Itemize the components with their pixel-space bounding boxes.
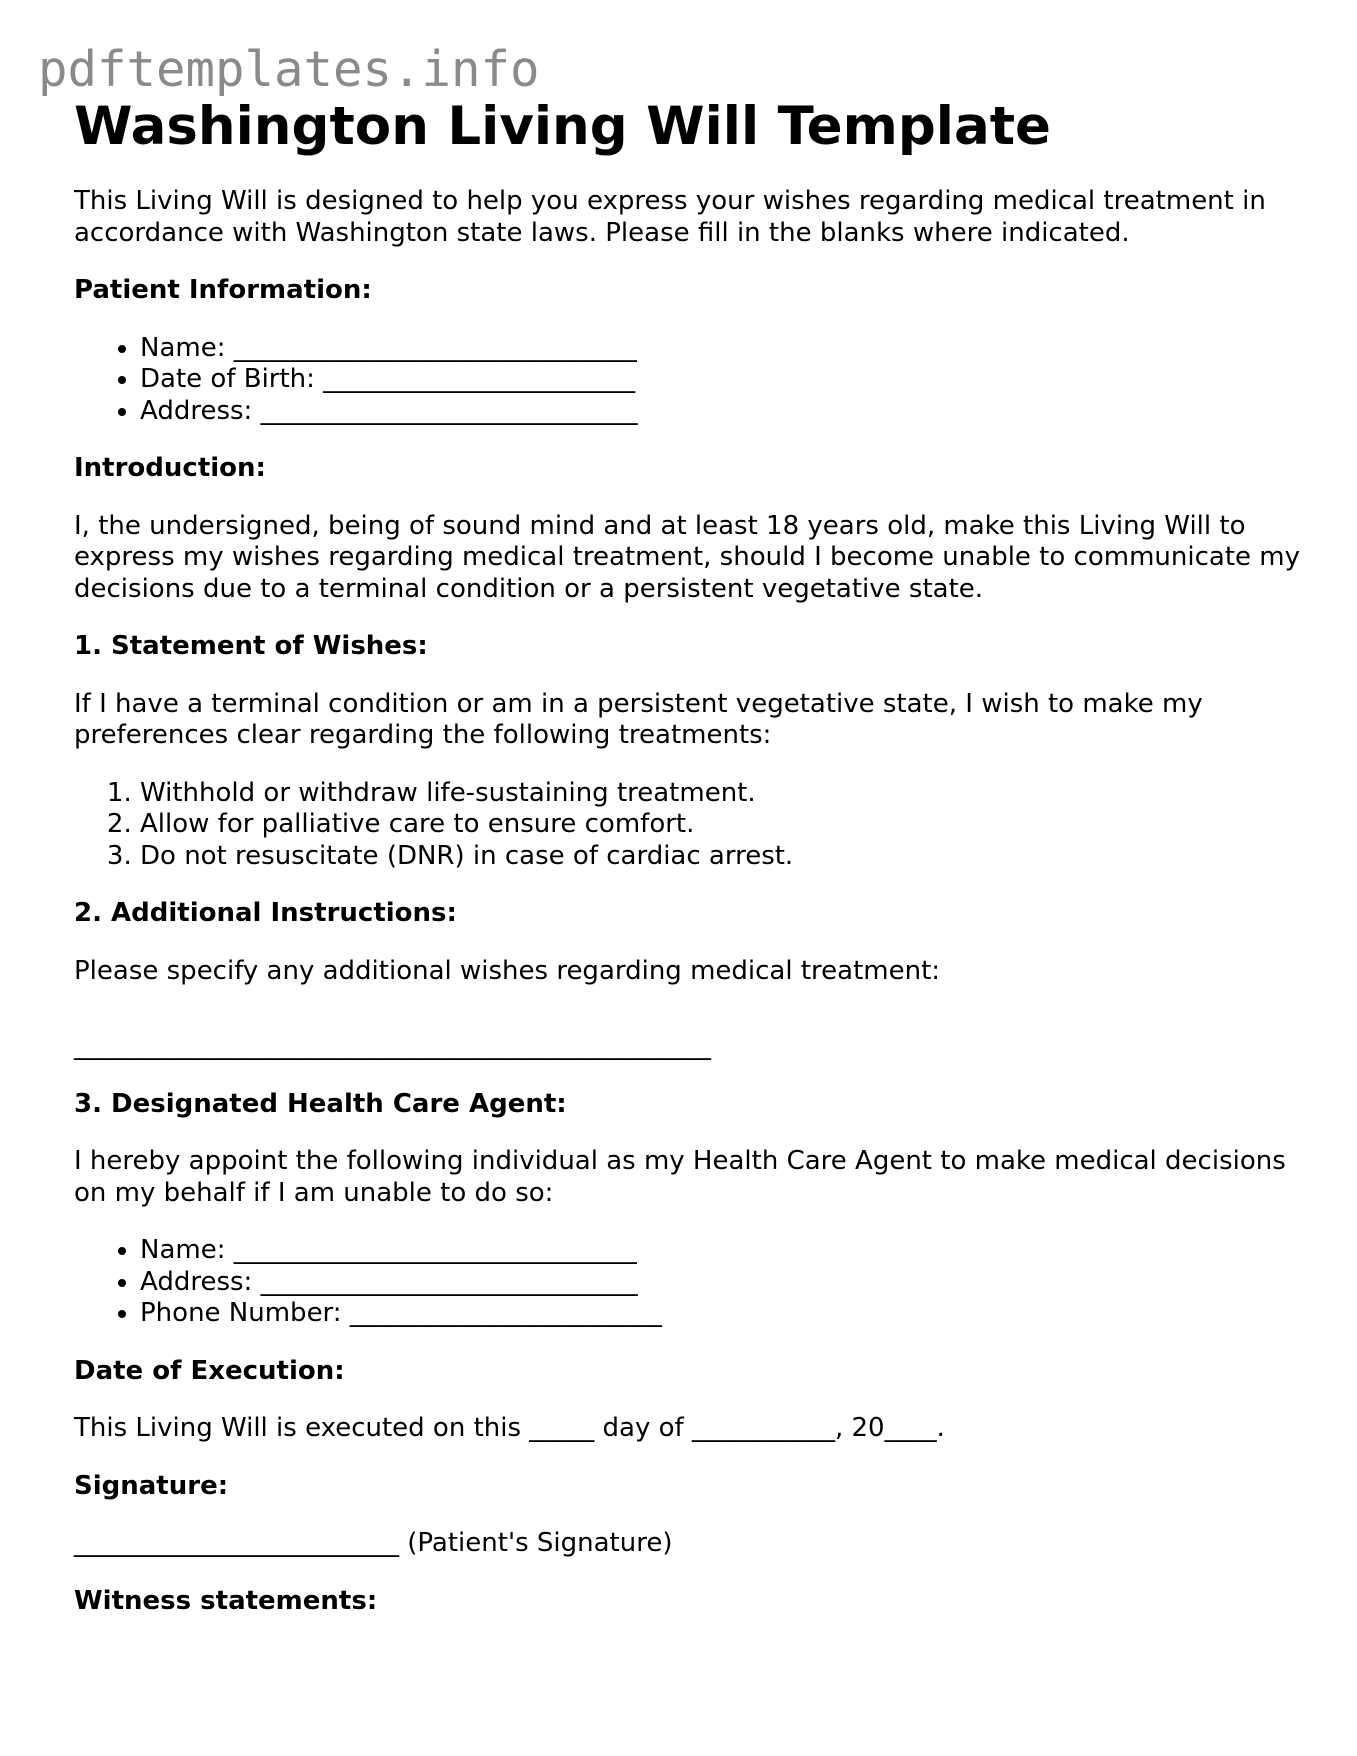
witness-statements-heading: Witness statements: [74,1585,378,1616]
agent-phone-field[interactable]: • Phone Number: ________________________ [140,1298,1304,1330]
treatment-preferences-list [74,778,1304,873]
statement-of-wishes-text: If I have a terminal condition or am in a persistent vegetative state, I wish to make my preferences clear regarding the following treatments: [74,688,1203,750]
intro-paragraph: This Living Will is designed to help you express your wishes regarding medical treatment in accordance with Washington state laws. Please fill in the blanks where indicated. [74,186,1266,248]
agent-address-field[interactable]: • Address: _____________________________ [140,1267,1304,1299]
date-of-execution-heading: Date of Execution: [74,1355,345,1386]
agent-name-field[interactable]: • Name: _______________________________ [140,1235,1304,1267]
introduction-text: I, the undersigned, being of sound mind and at least 18 years old, make this Living Will to express my wishes regarding medical treatment, should I become unable to communicate my decisions due to a terminal condition or a persistent vegetative state. [74,510,1300,604]
treatment-item: 3. Do not resuscitate (DNR) in case of cardiac arrest. [140,841,1304,873]
patient-info-list [74,333,1304,428]
health-care-agent-text: I hereby appoint the following individual as my Health Care Agent to make medical decisions on my behalf if I am unable to do so: [74,1146,1286,1208]
health-care-agent-list [74,1235,1304,1330]
date-of-execution-text[interactable]: This Living Will is executed on this _____ day of ___________, 20____. [74,1413,945,1443]
document-title: Washington Living Will Template [74,96,1052,157]
patient-signature-line[interactable]: _________________________ (Patient's Signature) [74,1528,673,1558]
patient-info-heading: Patient Information: [74,275,372,305]
additional-instructions-heading: 2. Additional Instructions: [74,898,457,928]
patient-address-field[interactable]: • Address: _____________________________ [140,396,1304,428]
patient-dob-field[interactable]: • Date of Birth: ________________________ [140,364,1304,396]
patient-name-field[interactable]: • Name: _______________________________ [140,333,1304,365]
health-care-agent-heading: 3. Designated Health Care Agent: [74,1088,567,1119]
statement-of-wishes-heading: 1. Statement of Wishes: [74,631,428,661]
additional-instructions-text: Please specify any additional wishes regarding medical treatment: [74,955,941,986]
document-page [74,92,1304,1617]
watermark: pdftemplates.info [38,41,540,98]
additional-instructions-blank[interactable]: _________________________________________________ [74,1031,711,1061]
signature-heading: Signature: [74,1470,229,1501]
treatment-item: 2. Allow for palliative care to ensure comfort. [140,809,1304,841]
introduction-heading: Introduction: [74,453,266,483]
treatment-item: 1. Withhold or withdraw life-sustaining treatment. [140,778,1304,810]
